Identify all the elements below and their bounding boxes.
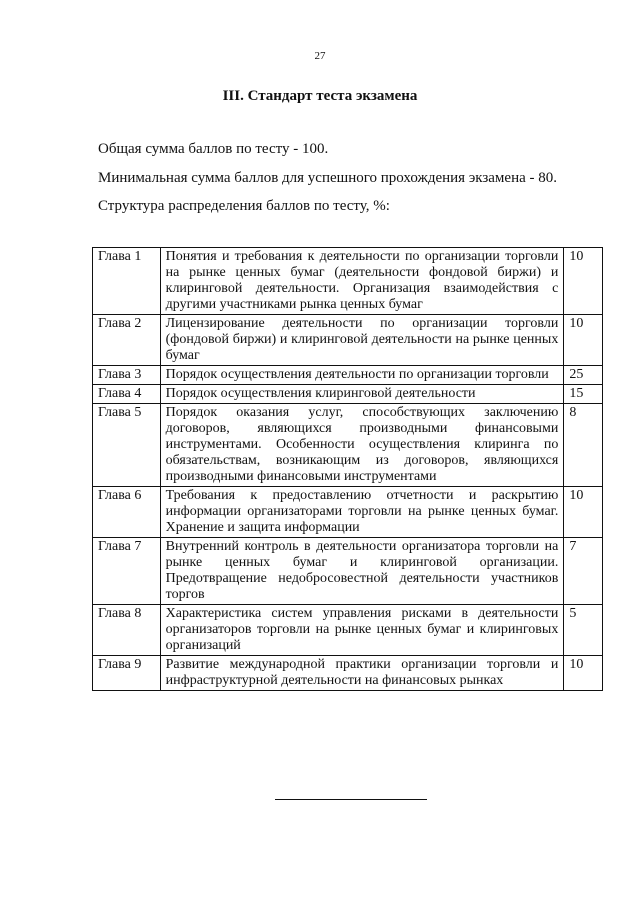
topic-cell: Характеристика систем управления рисками в деятельности организаторов торговли на рынке ценных бумаг и клиринговых организаций (160, 605, 564, 656)
table-row (93, 248, 603, 315)
score-cell: 10 (564, 315, 603, 366)
score-cell: 7 (564, 538, 603, 605)
table-row (93, 385, 603, 404)
score-structure-line: Структура распределения баллов по тесту, %: (98, 198, 390, 214)
table-row (93, 366, 603, 385)
score-cell: 10 (564, 656, 603, 691)
topic-cell: Порядок осуществления клиринговой деятельности (160, 385, 564, 404)
chapter-cell: Глава 8 (93, 605, 161, 656)
chapter-cell: Глава 7 (93, 538, 161, 605)
chapter-cell: Глава 9 (93, 656, 161, 691)
topic-cell: Требования к предоставлению отчетности и раскрытию информации организаторами торговли на рынке ценных бумаг. Хранение и защита информации (160, 487, 564, 538)
table-row (93, 487, 603, 538)
score-cell: 5 (564, 605, 603, 656)
score-cell: 25 (564, 366, 603, 385)
topic-cell: Порядок оказания услуг, способствующих заключению договоров, являющихся производными финансовыми инструментами. Особенности осуществления клиринга по обязательствам, возникающим из договоров, являющихся производными финансовыми инструментами (160, 404, 564, 487)
topic-cell: Лицензирование деятельности по организации торговли (фондовой биржи) и клиринговой деятельности на рынке ценных бумаг (160, 315, 564, 366)
score-cell: 8 (564, 404, 603, 487)
section-title: III. Стандарт теста экзамена (222, 88, 418, 104)
chapter-cell: Глава 2 (93, 315, 161, 366)
table-row (93, 656, 603, 691)
table-row (93, 605, 603, 656)
chapter-cell: Глава 3 (93, 366, 161, 385)
total-score-line: Общая сумма баллов по тесту - 100. (98, 141, 329, 157)
table-row (93, 538, 603, 605)
topic-cell: Внутренний контроль в деятельности организатора торговли на рынке ценных бумаг и клиринговой организации. Предотвращение недобросовестной деятельности участников торгов (160, 538, 564, 605)
chapter-cell: Глава 6 (93, 487, 161, 538)
table-row (93, 404, 603, 487)
topic-cell: Порядок осуществления деятельности по организации торговли (160, 366, 564, 385)
topic-cell: Развитие международной практики организации торговли и инфраструктурной деятельности на финансовых рынках (160, 656, 564, 691)
chapter-cell: Глава 5 (93, 404, 161, 487)
chapter-cell: Глава 1 (93, 248, 161, 315)
score-distribution-table (92, 247, 603, 691)
footer-divider (275, 799, 427, 800)
page-number: 27 (314, 50, 326, 62)
score-cell: 10 (564, 248, 603, 315)
topic-cell: Понятия и требования к деятельности по организации торговли на рынке ценных бумаг (деятельности фондовой биржи) и клиринговой деятельности. Организация взаимодействия с другими участниками рынка ценных бумаг (160, 248, 564, 315)
table-row (93, 315, 603, 366)
score-cell: 15 (564, 385, 603, 404)
minimum-score-line: Минимальная сумма баллов для успешного прохождения экзамена - 80. (98, 170, 558, 186)
score-cell: 10 (564, 487, 603, 538)
chapter-cell: Глава 4 (93, 385, 161, 404)
